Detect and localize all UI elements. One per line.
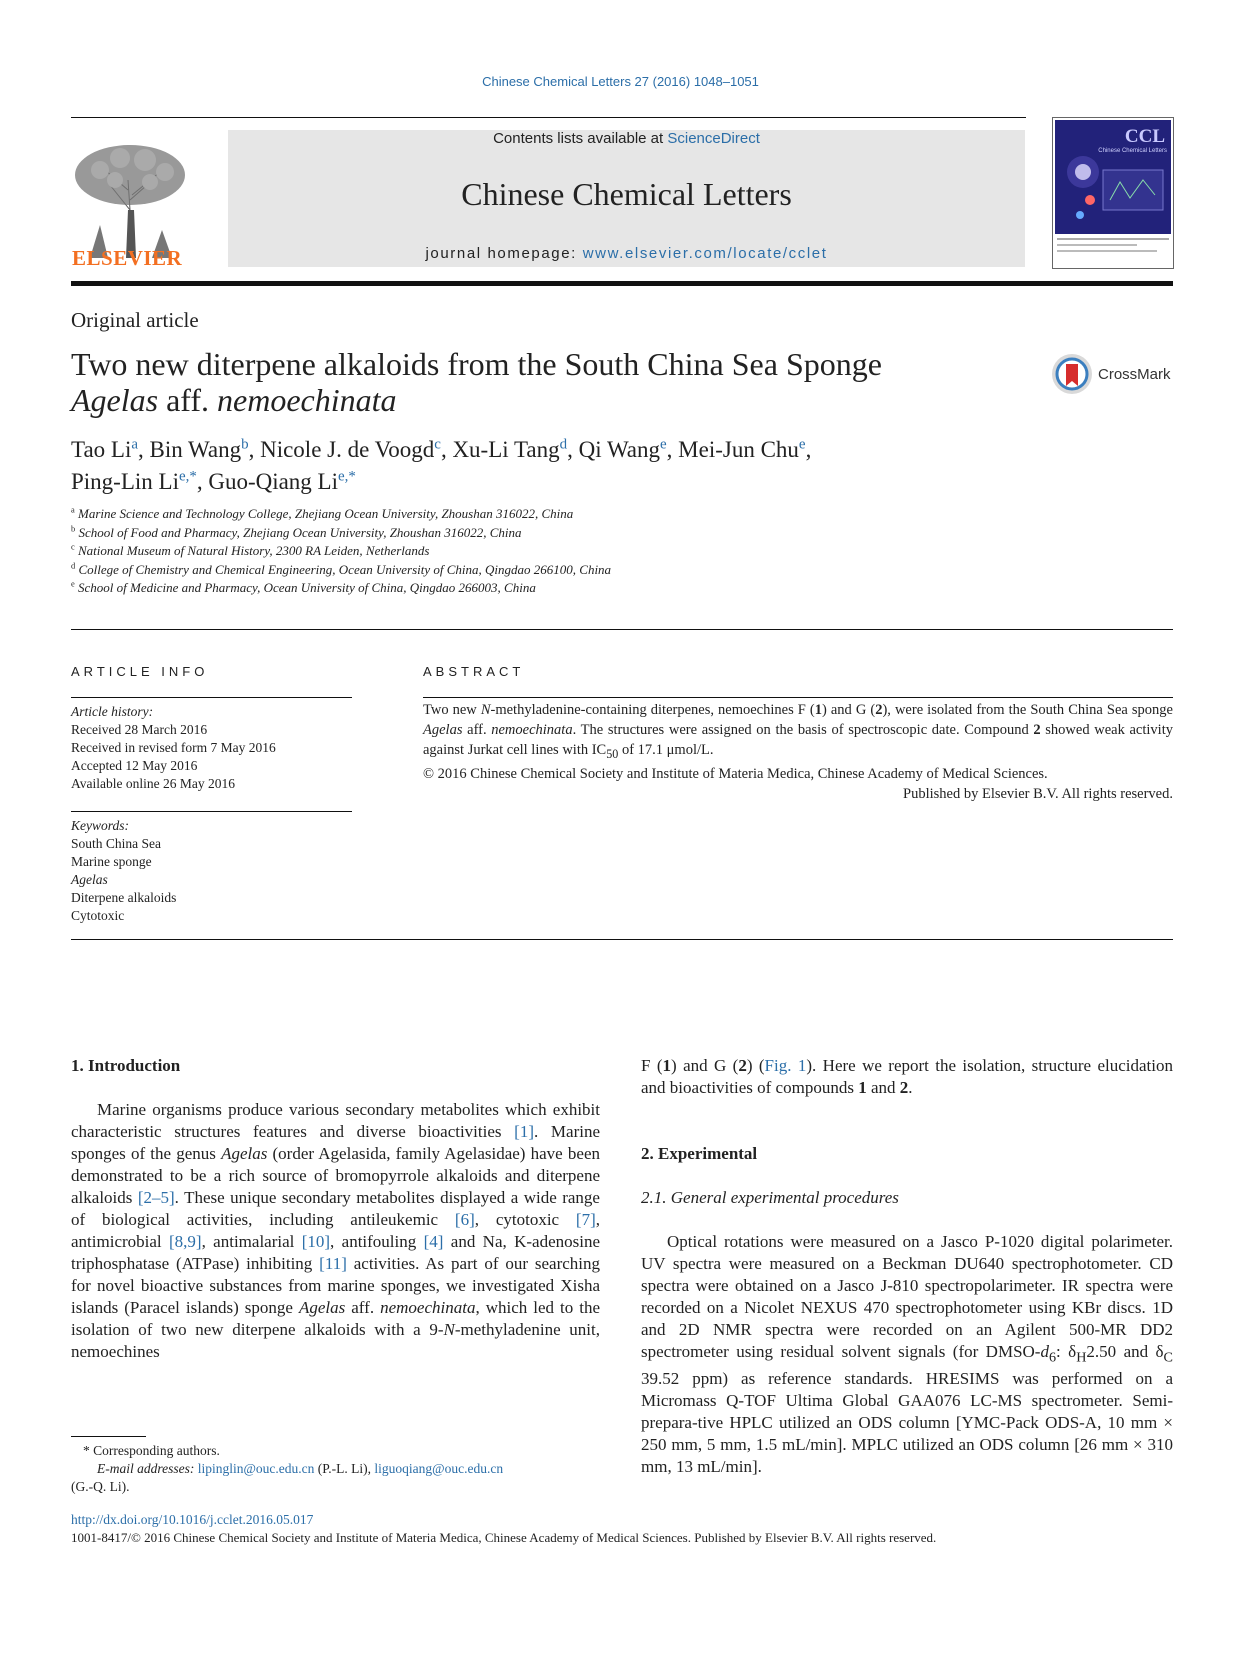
crossmark-badge[interactable] [1050,352,1171,396]
cover-line-1 [1057,238,1169,240]
author-list [71,434,971,498]
front-matter-divider [71,939,1173,940]
abstract-heading: ABSTRACT [423,664,525,679]
abstract-copyright: © 2016 Chinese Chemical Society and Institute of Materia Medica, Chinese Academy of Medical Sciences. [423,765,1048,782]
affiliation [71,561,611,580]
body-italic: N [443,1320,455,1339]
reference-link[interactable]: [6] [454,1210,475,1229]
footnote-rule [71,1436,146,1437]
email-link[interactable]: lipinglin@ouc.edu.cn [197,1461,315,1476]
affiliation [71,524,611,543]
title-line-1: Two new diterpene alkaloids from the South China Sea Sponge [71,346,882,382]
author-affil-link[interactable]: e,* [338,468,356,485]
body-italic: nemoechinata [380,1298,476,1317]
author-name: Guo-Qiang Li [208,469,338,494]
body-text: F ( [641,1056,663,1075]
author [208,469,356,494]
author-name: Tao Li [71,437,132,462]
homepage-prefix: journal homepage: [425,245,583,262]
introduction-paragraph [71,1099,600,1363]
compound-number: 2 [738,1056,747,1075]
affiliation-text: School of Food and Pharmacy, Zhejiang Ocean University, Zhoushan 316022, China [78,524,522,540]
cover-subtitle: Chinese Chemical Letters [1098,148,1167,154]
compound-number: 1 [858,1078,867,1097]
reference-link[interactable]: [10] [301,1232,331,1251]
title-aff: aff. [158,382,218,418]
journal-citation[interactable]: Chinese Chemical Letters 27 (2016) 1048–1051 [482,74,759,89]
body-text: and [866,1078,900,1097]
abstract-italic: nemoechinata [491,722,573,738]
footnote [71,1442,600,1496]
header-thick-rule [71,281,1173,286]
abstract-italic: N [480,702,491,718]
crossmark-icon [1050,352,1094,396]
abstract-text: of 17.1 μmol/L. [618,742,714,758]
experimental-heading: 2. Experimental [641,1144,758,1163]
body-text: ). Here we report the isolation, structure elucidation and bioactivities of compounds [641,1056,1174,1097]
affil-divider [71,629,1173,630]
introduction-heading: 1. Introduction [71,1056,181,1075]
compound-number: 2 [899,1078,909,1097]
keyword: Marine sponge [71,854,152,869]
author-affil-link[interactable]: e,* [178,468,197,485]
article-info-rule [71,697,352,698]
body-text: Optical rotations were measured on a Jasco P-1020 digital polarimeter. UV spectra were measured on a Beckman DU640 spectrophotometer. CD spectra were obtained on a Jasco J-810 spectropolarimeter. IR spectra were recorded on a Nicolet NEXUS 470 spectrophotometer using KBr discs. 1D and 2D NMR spectra were recorded on an Agilent 500-MR DD2 spectrometer using residual solvent signals (for DMSO- [641,1232,1173,1361]
affiliation-text: School of Medicine and Pharmacy, Ocean University of China, Qingdao 266003, China [78,580,536,595]
reference-link[interactable]: [8,9] [169,1232,202,1251]
history-item: Available online 26 May 2016 [71,776,235,791]
keywords-rule [71,811,352,812]
header-top-rule [71,117,1026,118]
author-affil-link[interactable]: b [241,436,249,453]
general-procedures-heading: 2.1. General experimental procedures [641,1188,899,1207]
abstract-text: ), were isolated from the South China Sea sponge [882,702,1173,718]
affiliation [71,505,611,524]
author-affil-link[interactable]: e [660,436,667,453]
cover-title: CCL [1124,126,1165,147]
body-text: . Marine sponges of the genus [71,1122,600,1163]
history-label: Article history: [71,704,154,719]
journal-cover-thumbnail[interactable] [1052,117,1174,269]
author: Bin Wang$^b$, [149,436,261,462]
doi-link[interactable]: http://dx.doi.org/10.1016/j.cclet.2016.05.017 [71,1512,314,1527]
body-italic: d [1040,1342,1049,1361]
journal-name: Chinese Chemical Letters [461,176,792,212]
cover-line-2 [1057,244,1137,246]
body-subscript: C [1163,1349,1173,1366]
abstract-text: . The structures were assigned on the basis of spectroscopic date. Compound [572,722,1034,738]
body-text: , antifouling [330,1232,424,1251]
reference-link[interactable]: [4] [423,1232,444,1251]
abstract-rights: Published by Elsevier B.V. All rights reserved. [903,785,1173,802]
compound-number: 2 [875,702,883,718]
figure-link[interactable]: Fig. 1 [764,1056,807,1075]
body-text: activities. As part of our searching for novel bioactive substances from marine sponges, we investigated Xisha islands (Paracel islands) sponge [71,1254,601,1317]
author: Tao Li$^a$, [71,436,150,462]
abstract-text: aff. [462,722,492,738]
cover-line-3 [1057,250,1157,252]
history-item: Accepted 12 May 2016 [71,758,198,773]
history-item: Received 28 March 2016 [71,722,208,737]
affiliation-marker: a [71,504,75,515]
body-text: -methyladenine unit, nemoechines [71,1320,600,1361]
affiliation-text: National Museum of Natural History, 2300 RA Leiden, Netherlands [78,543,430,558]
keyword: Agelas [71,872,108,887]
author: Xu-Li Tang$^d$, [452,436,579,462]
article-title [71,346,971,418]
abstract-text: ) and G ( [821,702,876,718]
issn-copyright: 1001-8417/© 2016 Chinese Chemical Society and Institute of Materia Medica, Chinese Academy of Medical Sciences. Published by Elsevier B.V. All rights reserved. [71,1530,937,1545]
affiliation-marker: d [71,560,76,571]
article-history [71,703,351,793]
article-info-heading: ARTICLE INFO [71,664,209,679]
abstract-text: showed weak activity against Jurkat cell lines with IC [423,722,1173,758]
journal-homepage [228,245,1025,262]
affiliation-text: College of Chemistry and Chemical Engineering, Ocean University of China, Qingdao 266100, China [78,561,612,577]
affiliation-marker: b [71,523,76,534]
body-text: 39.52 ppm) as reference standards. HRESIMS was performed on a Micromass Q-TOF Ultima Global GAA076 LC-MS spectrometer. Semi-prepara-tive HPLC utilized an ODS column [YMC-Pack ODS-A, 10 mm × 250 mm, 5 mm, 1.5 mL/min]. MPLC utilized an ODS column [26 mm × 310 mm, 13 mL/min]. [641,1369,1173,1477]
experimental-paragraph [641,1231,1173,1478]
body-text: : δ [1056,1342,1077,1361]
compound-number: 2 [1033,722,1041,738]
article-section-type: Original article [71,308,199,332]
author: Ping-Lin $Li^{e,*}$, [71,468,209,494]
email-label: E-mail addresses: [97,1461,195,1476]
contents-prefix: Contents lists available at [493,130,668,147]
author-affil-link[interactable]: e [798,436,806,453]
corresponding-note: * Corresponding authors. [83,1443,220,1458]
email-owner-2: (G.-Q. Li). [71,1479,130,1494]
reference-link[interactable]: [1] [514,1122,534,1141]
author-name: Xu-Li Tang [452,437,560,462]
keywords [71,817,351,925]
title-line-2 [71,382,971,418]
author-affil-link[interactable]: d [559,436,568,453]
body-text: Marine organisms produce various secondary metabolites which exhibit characteristic structures features and diverse bioactivities [71,1100,600,1141]
cover-image [1055,120,1171,234]
abstract-rule [423,697,1173,698]
author-affil-link[interactable]: c [434,436,441,453]
abstract-subscript: 50 [606,746,619,761]
body-subscript: 6 [1048,1349,1057,1366]
contents-line [0,130,1025,147]
cover-artwork [1055,120,1171,234]
body-italic: Agelas [221,1144,268,1163]
body-text: , antimalarial [201,1232,302,1251]
author-name: Qi Wang [578,437,661,462]
affiliation [71,579,611,598]
abstract-text: Two new [423,702,481,718]
affiliation [71,542,611,561]
abstract-italic: Agelas [423,722,463,738]
affiliation-marker: c [71,541,75,552]
homepage-link[interactable]: www.elsevier.com/locate/cclet [582,245,828,262]
body-text: , cytotoxic [474,1210,576,1229]
compound-number: 1 [662,1056,672,1075]
author-affil-link[interactable]: a [131,436,138,453]
title-species: nemoechinata [217,382,397,418]
abstract-body [423,700,1173,804]
body-text: , which led to the isolation of two new diterpene alkaloids with a 9- [71,1298,601,1339]
history-item: Received in revised form 7 May 2016 [71,740,276,755]
author-name: Mei-Jun Chu [678,437,799,462]
affiliation-marker: e [71,578,75,589]
body-text: 2.50 and δ [1086,1342,1164,1361]
body-text: ) and G ( [671,1056,739,1075]
author-name: Bin Wang [149,437,242,462]
body-text: and Na, K-adenosine triphosphatase (ATPase) inhibiting [71,1232,601,1273]
body-text: , antimicrobial [71,1210,600,1251]
author: Mei-Jun Chu$^e$, [678,436,812,462]
email-link[interactable]: liguoqiang@ouc.edu.cn [374,1461,504,1476]
body-text: . These unique secondary metabolites displayed a wide range of biological activities, including antileukemic [71,1188,600,1229]
email-line [71,1460,600,1478]
affiliation-list [71,505,611,598]
body-italic: Agelas [298,1298,346,1317]
body-subscript: H [1076,1349,1087,1366]
author: Nicole J. de Voogd$^c$, [260,436,453,462]
keywords-label: Keywords: [71,818,129,833]
sciencedirect-link[interactable]: ScienceDirect [667,130,760,147]
keyword: South China Sea [71,836,161,851]
body-text: . [908,1078,913,1097]
reference-link[interactable]: [2–5] [137,1188,175,1207]
reference-link[interactable]: [11] [319,1254,347,1273]
keyword: Cytotoxic [71,908,125,923]
body-text: (order Agelasida, family Agelasidae) have been demonstrated to be a rich source of bromopyrrole alkaloids and diterpene alkaloids [71,1144,600,1207]
abstract-text: -methyladenine-containing diterpenes, nemoechines F ( [490,702,815,718]
compound-number: 1 [814,702,822,718]
introduction-continuation [641,1055,1173,1099]
reference-link[interactable]: [7] [575,1210,596,1229]
keyword: Diterpene alkaloids [71,890,177,905]
title-genus: Agelas [71,382,159,418]
author-name: Nicole J. de Voogd [260,437,435,462]
author: Qi Wang$^e$, [578,436,679,462]
crossmark-label: CrossMark [1098,365,1171,383]
email-owner: (P.-L. Li), [314,1461,375,1476]
affiliation-text: Marine Science and Technology College, Zhejiang Ocean University, Zhoushan 316022, China [78,506,574,521]
body-text: ) ( [746,1056,765,1075]
author-name: Ping-Lin Li [71,469,179,494]
elsevier-wordmark: ELSEVIER [72,246,183,270]
body-text: aff. [345,1298,381,1317]
